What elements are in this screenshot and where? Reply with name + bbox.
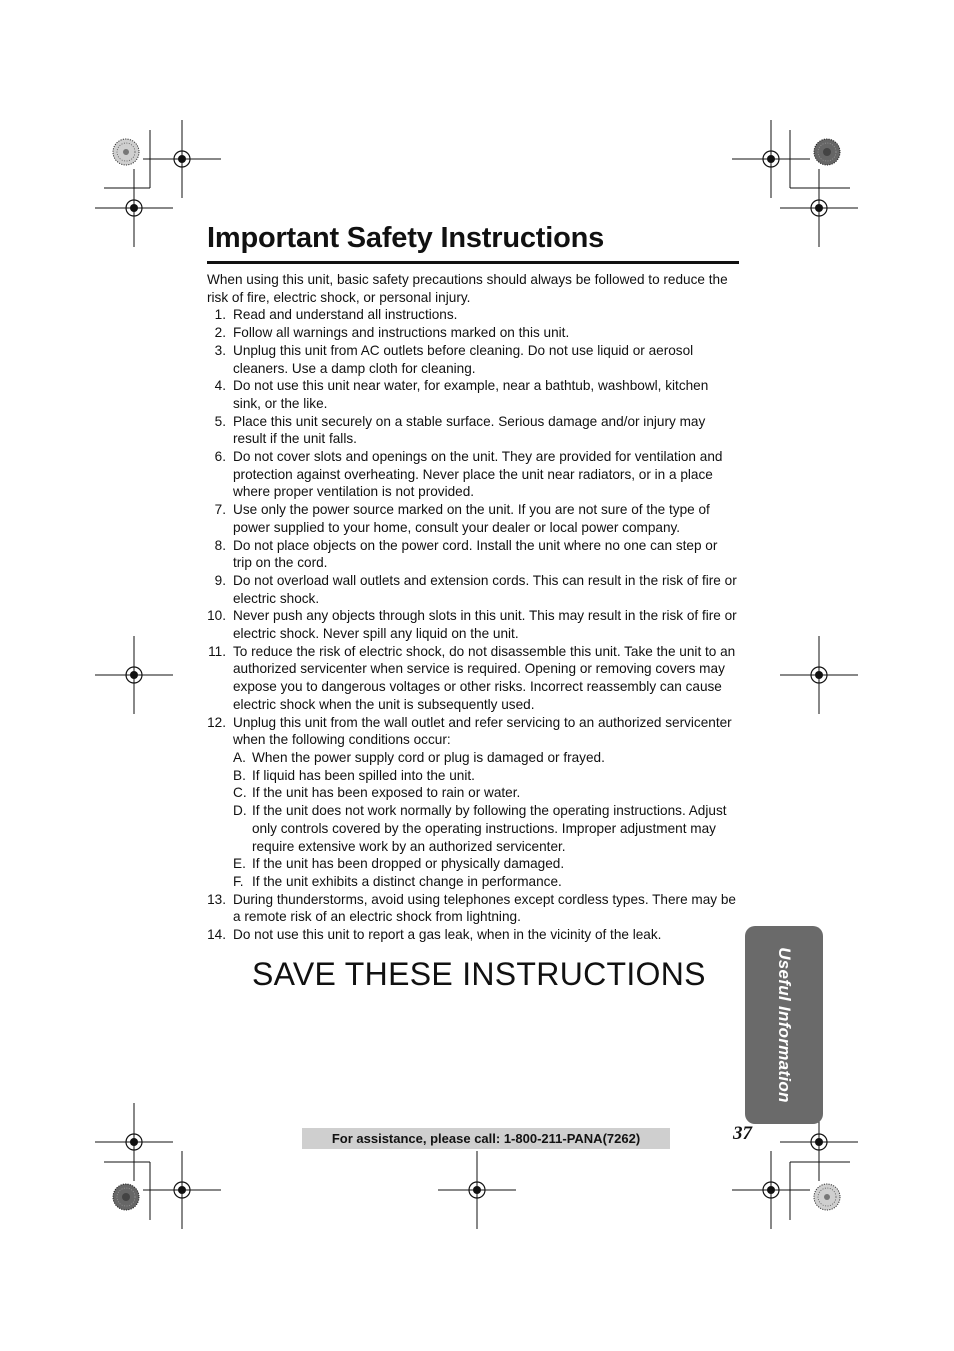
instructions-body: [207, 271, 739, 944]
starburst-icon: [113, 1184, 139, 1210]
item-number: 3.: [214, 342, 226, 358]
page-title: Important Safety Instructions: [207, 222, 605, 254]
item-text: Place this unit securely on a stable surface. Serious damage and/or injury may result if the unit falls.: [233, 413, 706, 447]
item-number: 2.: [214, 325, 226, 341]
item-number: 11.: [208, 643, 226, 659]
list-item: [207, 714, 739, 891]
sub-list-item: [233, 767, 739, 785]
sub-item-letter: A.: [233, 749, 246, 765]
sub-list-item: [233, 873, 739, 891]
assistance-footer: For assistance, please call: 1-800-211-PANA(7262): [302, 1128, 670, 1149]
title-rule: [207, 261, 739, 264]
item-text: Follow all warnings and instructions marked on this unit.: [233, 325, 570, 341]
section-tab-label: Useful Information: [775, 947, 794, 1103]
item-text: Read and understand all instructions.: [233, 307, 458, 323]
item-number: 8.: [214, 537, 226, 553]
sub-list-item: [233, 784, 739, 802]
registration-target-icon: [143, 120, 221, 198]
sub-item-letter: F.: [233, 873, 244, 889]
item-text: Unplug this unit from AC outlets before cleaning. Do not use liquid or aerosol cleaners. Use a damp cloth for cleaning.: [233, 342, 694, 376]
item-text: During thunderstorms, avoid using telephones except cordless types. There may be a remote risk of an electric shock from lightning.: [233, 891, 736, 925]
sub-item-letter: D.: [233, 803, 247, 819]
starburst-icon: [113, 139, 139, 165]
item-text: Use only the power source marked on the unit. If you are not sure of the type of power supplied to your home, consult your dealer or local power company.: [233, 502, 710, 535]
list-item: [207, 501, 739, 536]
registration-target-icon: [143, 1151, 221, 1229]
list-item: [207, 537, 739, 572]
sub-item-text: If the unit has been dropped or physically damaged.: [252, 856, 565, 872]
item-text: Do not use this unit near water, for example, near a bathtub, washbowl, kitchen sink, or the like.: [233, 378, 709, 411]
registration-target-icon: [95, 169, 173, 247]
intro-paragraph: When using this unit, basic safety precautions should always be followed to reduce the risk of fire, electric shock, or personal injury.: [207, 272, 728, 305]
item-number: 1.: [214, 307, 226, 323]
sub-item-letter: B.: [233, 767, 246, 783]
registration-target-icon: [95, 1103, 173, 1181]
registration-target-icon: [780, 636, 858, 714]
sub-item-text: If the unit has been exposed to rain or water.: [252, 785, 521, 801]
list-item: [207, 448, 739, 501]
item-text: Do not cover slots and openings on the unit. They are provided for ventilation and protection against overheating. Never place the unit near radiators, or in a place where proper ventilation is not provided.: [233, 449, 723, 500]
list-item: [207, 324, 739, 342]
section-side-tab: [745, 926, 823, 1124]
item-text: Do not use this unit to report a gas leak, when in the vicinity of the leak.: [233, 927, 662, 943]
registration-target-icon: [732, 1151, 810, 1229]
item-number: 9.: [214, 572, 226, 588]
list-item: [207, 607, 739, 642]
registration-target-icon: [780, 169, 858, 247]
item-text: Do not place objects on the power cord. Install the unit where no one can step or trip on the cord.: [233, 537, 718, 571]
item-number: 12.: [207, 714, 226, 730]
item-text: Do not overload wall outlets and extension cords. This can result in the risk of fire or electric shock.: [233, 572, 737, 606]
sub-list-item: [233, 749, 739, 767]
registration-target-icon: [438, 1151, 516, 1229]
list-item: [207, 306, 739, 324]
sub-list-item: [233, 855, 739, 873]
sub-item-text: If the unit does not work normally by following the operating instructions. Adjust only controls covered by the operating instructions. Improper adjustment may require extensive work by an authorized servicenter.: [252, 803, 727, 854]
item-number: 4.: [214, 378, 226, 394]
save-instructions-heading: SAVE THESE INSTRUCTIONS: [252, 956, 706, 992]
item-text: Never push any objects through slots in this unit. This may result in the risk of fire or electric shock. Never spill any liquid on the unit.: [233, 608, 737, 642]
registration-target-icon: [95, 636, 173, 714]
sub-list-item: [233, 802, 739, 855]
page-number: 37: [733, 1123, 752, 1144]
instruction-list: [207, 306, 739, 943]
item-number: 13.: [207, 891, 226, 907]
list-item: [207, 891, 739, 926]
list-item: [207, 643, 739, 714]
list-item: [207, 342, 739, 377]
list-item: [207, 926, 739, 944]
starburst-icon: [814, 1184, 840, 1210]
item-number: 10.: [207, 608, 226, 624]
list-item: [207, 413, 739, 448]
sub-item-text: If the unit exhibits a distinct change in performance.: [252, 873, 562, 889]
item-number: 14.: [207, 927, 226, 943]
list-item: [207, 572, 739, 607]
item-text: To reduce the risk of electric shock, do not disassemble this unit. Take the unit to an authorized servicenter when service is required. Opening or removing covers may expose you to dangerous voltages or other risks. Incorrect reassembly can cause electric shock when the unit is subsequently used.: [233, 643, 736, 712]
item-number: 7.: [214, 502, 226, 518]
sub-item-text: When the power supply cord or plug is damaged or frayed.: [252, 749, 605, 765]
item-number: 6.: [214, 449, 226, 465]
sub-item-letter: E.: [233, 856, 246, 872]
sub-item-text: If liquid has been spilled into the unit.: [252, 767, 475, 783]
list-item: [207, 377, 739, 412]
condition-list: [233, 749, 739, 891]
sub-item-letter: C.: [233, 785, 247, 801]
item-number: 5.: [214, 413, 226, 429]
starburst-icon: [814, 139, 840, 165]
registration-target-icon: [732, 120, 810, 198]
item-text: Unplug this unit from the wall outlet and refer servicing to an authorized servicenter when the following conditions occur:: [233, 714, 732, 748]
